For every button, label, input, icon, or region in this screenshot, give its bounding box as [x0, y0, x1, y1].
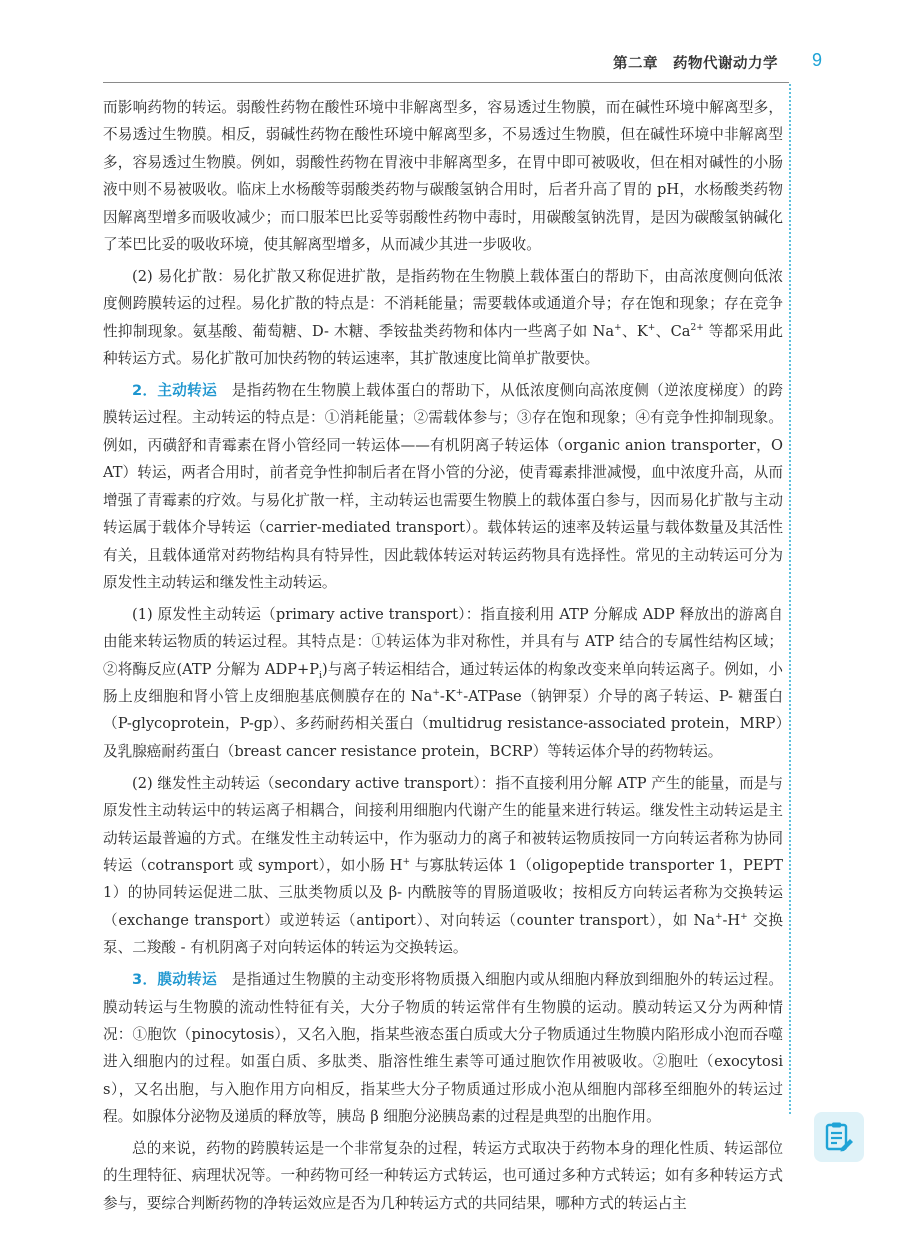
- paragraph-facilitated-diffusion: (2) 易化扩散：易化扩散又称促进扩散，是指药物在生物膜上载体蛋白的帮助下，由高浓度侧向低浓度侧跨膜转运的过程。易化扩散的特点是：不消耗能量；需要载体或通道介导；存在饱和现象；存在竞争性抑制现象。氨基酸、葡萄糖、D- 木糖、季铵盐类药物和体内一些离子如 Na+、K+、$Ca^{2+}$ 等都采用此种转运方式。易化扩散可加快药物的转运速率，其扩散速度比简单扩散要快。: [103, 267, 784, 368]
- header-divider: [103, 82, 789, 83]
- section-membrane-transport: 3．膜动转运 是指通过生物膜的主动变形将物质摄入细胞内或从细胞内释放到细胞外的转运过程。膜动转运与生物膜的流动性特征有关，大分子物质的转运常伴有生物膜的运动。膜动转运又分为两种情况：①胞饮（pinocytosis），又名入胞，指某些液态蛋白质或大分子物质通过生物膜内陷形成小泡而吞噬进入细胞内的过程。如蛋白质、多肽类、脂溶性维生素等可通过胞饮作用被吸收。②胞吐（exocytosis），又名出胞，与入胞作用方向相反，指某些大分子物质通过形成小泡从细胞内部移至细胞外的转运过程。如腺体分泌物及递质的释放等，胰岛 β 细胞分泌胰岛素的过程是典型的出胞作用。: [103, 971, 783, 1126]
- margin-dotted-rule: [789, 84, 791, 1114]
- paragraph: 而影响药物的转运。弱酸性药物在酸性环境中非解离型多，容易透过生物膜，而在碱性环境中解离型多，不易透过生物膜。相反，弱碱性药物在酸性环境中解离型多，不易透过生物膜，但在碱性环境中非解离型多，容易透过生物膜。例如，弱酸性药物在胃液中非解离型多，在胃中即可被吸收，但在相对碱性的小肠液中则不易被吸收。临床上水杨酸等弱酸类药物与碳酸氢钠合用时，后者升高了胃的 pH，水杨酸类药物因解离型增多而吸收减少；而口服苯巴比妥等弱酸性药物中毒时，用碳酸氢钠洗胃，是因为碳酸氢钠碱化了苯巴比妥的吸收环境，使其解离型增多，从而减少其进一步吸收。: [103, 99, 783, 254]
- section-active-transport: 2．主动转运 是指药物在生物膜上载体蛋白的帮助下，从低浓度侧向高浓度侧（逆浓度梯度）的跨膜转运过程。主动转运的特点是：①消耗能量；②需载体参与；③存在饱和现象；④有竞争性抑制现象。例如，丙磺舒和青霉素在肾小管经同一转运体——有机阴离子转运体（organic anion transporter，OAT）转运，两者合用时，前者竞争性抑制后者在肾小管的分泌，使青霉素排泄减慢，血中浓度升高，从而增强了青霉素的疗效。与易化扩散一样，主动转运也需要生物膜上的载体蛋白参与，因而易化扩散与主动转运属于载体介导转运（carrier-mediated transport）。载体转运的速率及转运量与载体数量及其活性有关，且载体通常对药物结构具有特异性，因此载体转运对转运药物具有选择性。常见的主动转运可分为原发性主动转运和继发性主动转运。: [103, 382, 783, 591]
- chapter-title: 第二章 药物代谢动力学: [613, 56, 778, 72]
- page-number: 9: [812, 50, 823, 70]
- section-heading: 2．主动转运: [132, 382, 217, 400]
- page-header: [0, 0, 900, 94]
- paragraph-summary: 总的来说，药物的跨膜转运是一个非常复杂的过程，转运方式取决于药物本身的理化性质、转运部位的生理特征、病理状况等。一种药物可经一种转运方式转运，也可通过多种方式转运；如有多种转运方式参与，要综合判断药物的净转运效应是否为几种转运方式的共同结果，哪种方式的转运占主: [103, 1140, 783, 1212]
- paragraph-secondary-active: (2) 继发性主动转运（secondary active transport）：指不直接利用分解 ATP 产生的能量，而是与原发性主动转运中的转运离子相耦合，间接利用细胞内代谢产生的能量来进行转运。继发性主动转运是主动转运最普遍的方式。在继发性主动转运中，作为驱动力的离子和被转运物质按同一方向转运者称为协同转运（cotransport 或 symport），如小肠 H+ 与寡肽转运体 1（oligopeptide transporter 1，PEPT1）的协同转运促进二肽、三肽类物质以及 β- 内酰胺等的胃肠道吸收；按相反方向转运者称为交换转运（exchange transport）或逆转运（antiport）、对向转运（counter transport），如 Na+-H+ 交换泵、二羧酸 - 有机阴离子对向转运体的转运为交换转运。: [103, 774, 783, 957]
- body-text: [103, 94, 783, 1222]
- note-button[interactable]: [814, 1112, 864, 1162]
- notepad-pencil-icon: [824, 1121, 854, 1153]
- section-heading: 3．膜动转运: [132, 971, 217, 989]
- paragraph-primary-active: (1) 原发性主动转运（primary active transport）：指直接利用 ATP 分解成 ADP 释放出的游离自由能来转运物质的转运过程。其特点是：①转运体为非对称性，并具有与 ATP 结合的专属性结构区域；②将酶反应(ATP 分解为 $ADP+P_i$)与离子转运相结合，通过转运体的构象改变来单向转运离子。例如，小肠上皮细胞和肾小管上皮细胞基底侧膜存在的 Na+-K+-ATPase（钠钾泵）介导的离子转运、P- 糖蛋白（P-glycoprotein，P-gp）、多药耐药相关蛋白（multidrug resistance-associated protein，MRP）及乳腺癌耐药蛋白（breast cancer resistance protein，BCRP）等转运体介导的药物转运。: [103, 605, 784, 760]
